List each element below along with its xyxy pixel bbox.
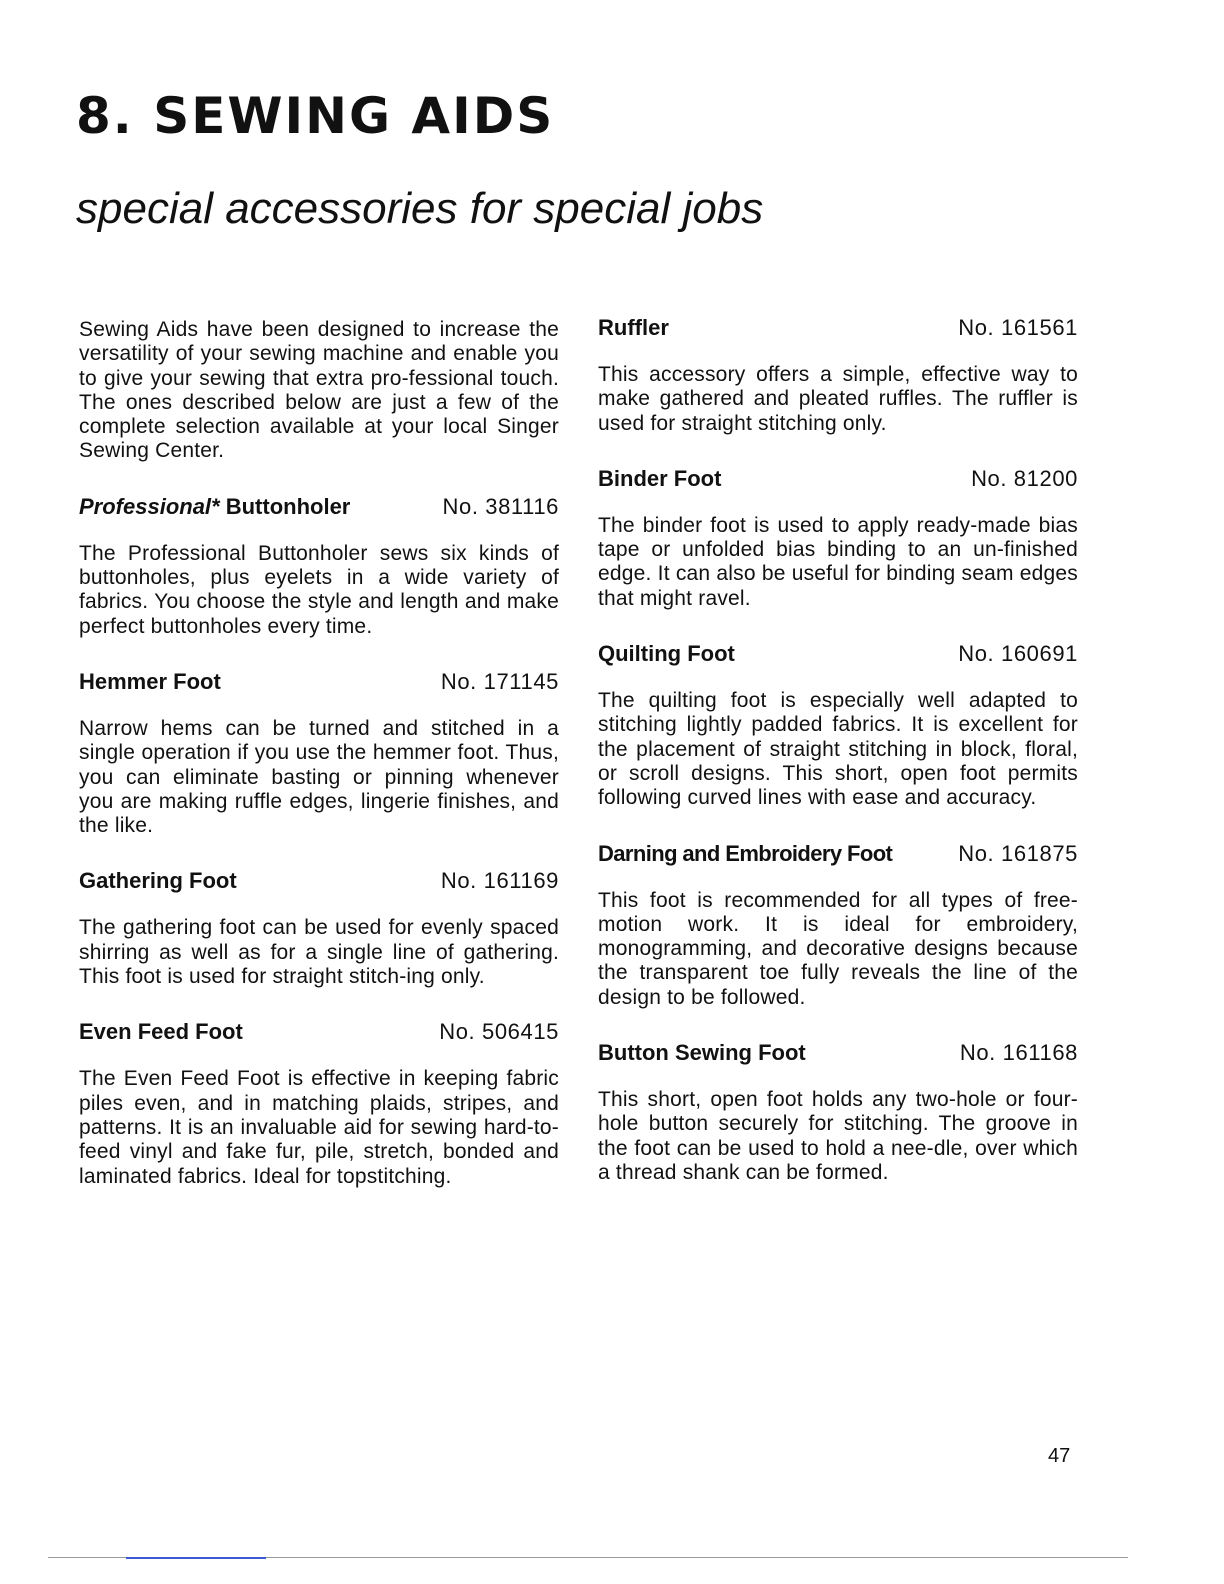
accessory-description: This foot is recommended for all types of free-motion work. It is ideal for embroidery, monogramming, and decorative designs because the transparent toe fully reveals the line of the design to be followed. bbox=[598, 888, 1078, 1009]
accessory-name-text: Buttonholer bbox=[219, 493, 351, 519]
accessory-name: Ruffler bbox=[598, 315, 669, 340]
accessory-heading bbox=[598, 841, 1078, 867]
accessory-heading bbox=[79, 1019, 559, 1045]
accessory-quilting-foot bbox=[598, 641, 1078, 810]
accessory-even-feed-foot bbox=[79, 1019, 559, 1188]
accessory-part-number: No. 81200 bbox=[971, 465, 1078, 491]
accessory-heading bbox=[598, 1040, 1078, 1066]
page-number: 47 bbox=[1048, 1445, 1071, 1467]
accessory-part-number: No. 160691 bbox=[958, 641, 1078, 667]
accessory-heading bbox=[598, 641, 1078, 667]
accessory-description: This accessory offers a simple, effective way to make gathered and pleated ruffles. The ruffler is used for straight stitching only. bbox=[598, 363, 1078, 435]
accessory-hemmer-foot bbox=[79, 669, 559, 838]
accessory-description: The quilting foot is especially well adapted to stitching lightly padded fabrics. It is excellent for the placement of straight stitching in block, floral, or scroll designs. This short, open foot permits following curved lines with ease and accuracy. bbox=[598, 689, 1078, 810]
left-column bbox=[79, 318, 559, 1219]
accessory-description: This short, open foot holds any two-hole or four-hole button securely for stitching. The groove in the foot can be used to hold a nee-dle, over which a thread shank can be formed. bbox=[598, 1088, 1078, 1184]
accessory-name: Binder Foot bbox=[598, 465, 722, 491]
accessory-name: Button Sewing Foot bbox=[598, 1040, 806, 1066]
right-column bbox=[598, 315, 1078, 1215]
accessory-description: Narrow hems can be turned and stitched in a single operation if you use the hemmer foot. Thus, you can eliminate basting or pinning whenever you are making ruffle edges, lingerie finishes, and the like. bbox=[79, 716, 559, 838]
accessory-name bbox=[79, 494, 350, 520]
accessory-part-number: No. 171145 bbox=[440, 668, 559, 694]
accessory-gathering-foot bbox=[79, 868, 559, 989]
accessory-heading bbox=[79, 868, 559, 894]
page-title: 8. SEWING AIDS bbox=[76, 87, 555, 145]
accessory-heading bbox=[79, 494, 559, 520]
accessory-heading bbox=[598, 315, 1078, 341]
accessory-part-number: No. 161169 bbox=[440, 868, 559, 894]
accessory-description: The gathering foot can be used for evenly spaced shirring as well as for a single line of gathering. This foot is used for straight stitch-ing only. bbox=[79, 916, 559, 989]
bottom-accent-line bbox=[126, 1557, 266, 1559]
accessory-part-number: No. 381116 bbox=[442, 493, 559, 519]
page-subtitle: special accessories for special jobs bbox=[76, 184, 764, 233]
accessory-binder-foot bbox=[598, 466, 1078, 611]
accessory-name: Even Feed Foot bbox=[79, 1019, 243, 1045]
accessory-description: The Even Feed Foot is effective in keeping fabric piles even, and in matching plaids, stripes, and patterns. It is an invaluable aid for sewing hard-to-feed vinyl and fake fur, pile, stretch, bonded and laminated fabrics. Ideal for topstitching. bbox=[79, 1067, 559, 1188]
accessory-heading bbox=[598, 466, 1078, 492]
accessory-description: The Professional Buttonholer sews six kinds of buttonholes, plus eyelets in a wide variety of fabrics. You choose the style and length and make perfect buttonholes every time. bbox=[79, 541, 559, 638]
accessory-name: Gathering Foot bbox=[79, 868, 237, 894]
accessory-description: The binder foot is used to apply ready-made bias tape or unfolded bias binding to an un-finished edge. It can also be useful for binding seam edges that might ravel. bbox=[598, 513, 1078, 610]
accessory-part-number: No. 161875 bbox=[958, 840, 1078, 866]
accessory-button-sewing-foot bbox=[598, 1040, 1078, 1185]
intro-paragraph: Sewing Aids have been designed to increase the versatility of your sewing machine and enable you to give your sewing that extra pro-fessional touch. The ones described below are just a few of the complete selection available at your local Singer Sewing Center. bbox=[79, 318, 559, 463]
accessory-name: Quilting Foot bbox=[598, 641, 735, 667]
accessory-professional-buttonholer bbox=[79, 494, 559, 639]
accessory-part-number: No. 161168 bbox=[959, 1040, 1078, 1066]
accessory-darning-embroidery-foot bbox=[598, 841, 1078, 1010]
accessory-heading bbox=[79, 669, 559, 695]
accessory-ruffler bbox=[598, 315, 1078, 436]
accessory-part-number: No. 161561 bbox=[958, 315, 1078, 340]
accessory-name-emphasis: Professional* bbox=[79, 493, 220, 519]
accessory-name: Hemmer Foot bbox=[79, 668, 221, 694]
accessory-name: Darning and Embroidery Foot bbox=[598, 840, 893, 866]
accessory-part-number: No. 506415 bbox=[439, 1019, 559, 1045]
